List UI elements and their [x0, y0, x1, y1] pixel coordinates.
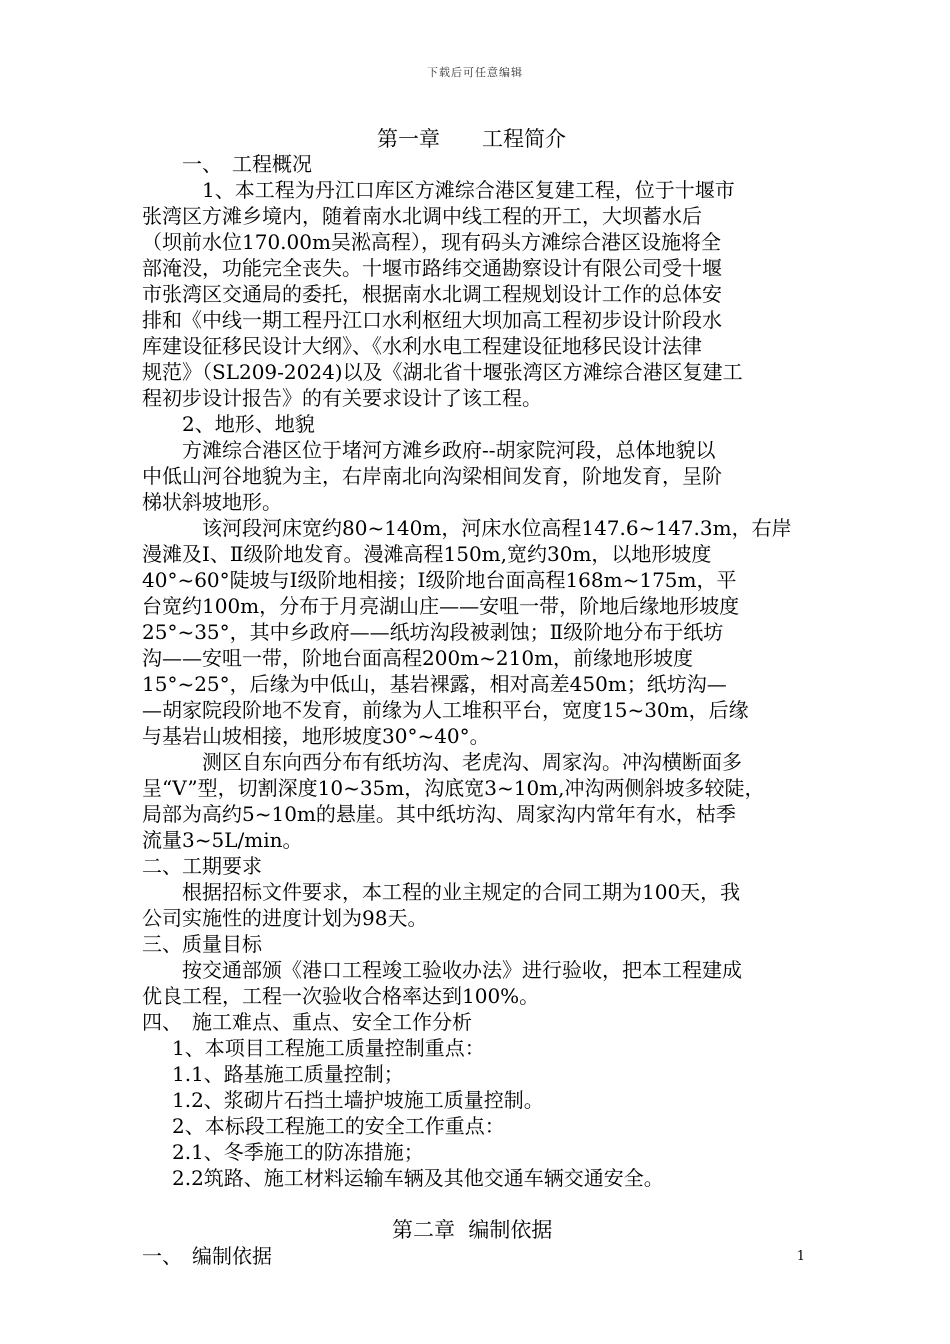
paragraph-line: 流量3~5L/min。 [142, 828, 303, 852]
paragraph-line: 方滩综合港区位于堵河方滩乡政府--胡家院河段，总体地貌以 [182, 438, 716, 462]
subsection-heading: 2、地形、地貌 [182, 412, 315, 436]
paragraph-line: 测区自东向西分布有纸坊沟、老虎沟、周家沟。冲沟横断面多 [202, 750, 742, 774]
page-number: 1 [796, 1249, 805, 1264]
paragraph-line: 局部为高约5~10m的悬崖。其中纸坊沟、周家沟内常年有水，枯季 [142, 802, 736, 826]
paragraph-line: 沟——安咀一带，阶地台面高程200m~210m，前缘地形坡度 [142, 646, 694, 670]
paragraph-line: 15°~25°，后缘为中低山，基岩裸露，相对高差450m；纸坊沟— [142, 672, 727, 696]
section-heading: 二、工期要求 [142, 854, 262, 878]
paragraph-line: 呈“V”型，切割深度10~35m，沟底宽3~10m,冲沟两侧斜坡多较陡， [142, 776, 765, 800]
list-item: 1、本项目工程施工质量控制重点： [172, 1036, 485, 1060]
list-item: 1.2、浆砌片石挡土墙护坡施工质量控制。 [172, 1088, 544, 1112]
chapter-2-title: 第二章 编制依据 [392, 1218, 553, 1242]
section-heading: 一、 编制依据 [142, 1244, 272, 1268]
paragraph-line: 梯状斜坡地形。 [142, 490, 282, 514]
paragraph-line: 台宽约100m，分布于月亮湖山庄——安咀一带，阶地后缘地形坡度 [142, 594, 740, 618]
paragraph-line: 漫滩及Ⅰ、Ⅱ级阶地发育。漫滩高程150m,宽约30m，以地形坡度 [142, 542, 712, 566]
paragraph-line: 优良工程，工程一次验收合格率达到100%。 [142, 984, 540, 1008]
paragraph-line: 规范》（SL209-2024)以及《湖北省十堰张湾区方滩综合港区复建工 [142, 360, 743, 384]
list-item: 2.1、冬季施工的防冻措施； [172, 1140, 424, 1164]
paragraph-line: 1、本工程为丹江口库区方滩综合港区复建工程，位于十堰市 [202, 178, 735, 202]
paragraph-line: —胡家院段阶地不发育，前缘为人工堆积平台，宽度15~30m，后缘 [142, 698, 749, 722]
paragraph-line: 市张湾区交通局的委托，根据南水北调工程规划设计工作的总体安 [142, 282, 722, 306]
paragraph-line: 按交通部颁《港口工程竣工验收办法》进行验收，把本工程建成 [182, 958, 742, 982]
paragraph-line: 根据招标文件要求，本工程的业主规定的合同工期为100天，我 [182, 880, 741, 904]
paragraph-line: 与基岩山坡相接，地形坡度30°~40°。 [142, 724, 490, 748]
paragraph-line: 排和《中线一期工程丹江口水利枢纽大坝加高工程初步设计阶段水 [142, 308, 722, 332]
list-item: 2、本标段工程施工的安全工作重点： [172, 1114, 505, 1138]
paragraph-line: 公司实施性的进度计划为98天。 [142, 906, 428, 930]
list-item: 1.1、路基施工质量控制； [172, 1062, 404, 1086]
paragraph-line: 该河段河床宽约80~140m，河床水位高程147.6~147.3m，右岸 [202, 516, 792, 540]
paragraph-line: 张湾区方滩乡境内，随着南水北调中线工程的开工，大坝蓄水后 [142, 204, 702, 228]
paragraph-line: 40°~60°陡坡与Ⅰ级阶地相接；Ⅰ级阶地台面高程168m~175m，平 [142, 568, 737, 592]
page-header: 下载后可任意编辑 [427, 66, 523, 79]
paragraph-line: （坝前水位170.00m吴淞高程），现有码头方滩综合港区设施将全 [142, 230, 721, 254]
paragraph-line: 25°~35°，其中乡政府——纸坊沟段被剥蚀；Ⅱ级阶地分布于纸坊 [142, 620, 724, 644]
section-heading: 一、 工程概况 [182, 152, 312, 176]
paragraph-line: 库建设征移民设计大纲》、《水利水电工程建设征地移民设计法律 [142, 334, 702, 358]
list-item: 2.2筑路、施工材料运输车辆及其他交通车辆交通安全。 [172, 1166, 664, 1190]
section-heading: 三、质量目标 [142, 932, 262, 956]
paragraph-line: 部淹没，功能完全丧失。十堰市路纬交通勘察设计有限公司受十堰 [142, 256, 722, 280]
paragraph-line: 程初步设计报告》的有关要求设计了该工程。 [142, 386, 542, 410]
paragraph-line: 中低山河谷地貌为主，右岸南北向沟梁相间发育，阶地发育，呈阶 [142, 464, 722, 488]
section-heading: 四、 施工难点、重点、安全工作分析 [142, 1010, 472, 1034]
chapter-1-title: 第一章 工程简介 [377, 127, 566, 151]
